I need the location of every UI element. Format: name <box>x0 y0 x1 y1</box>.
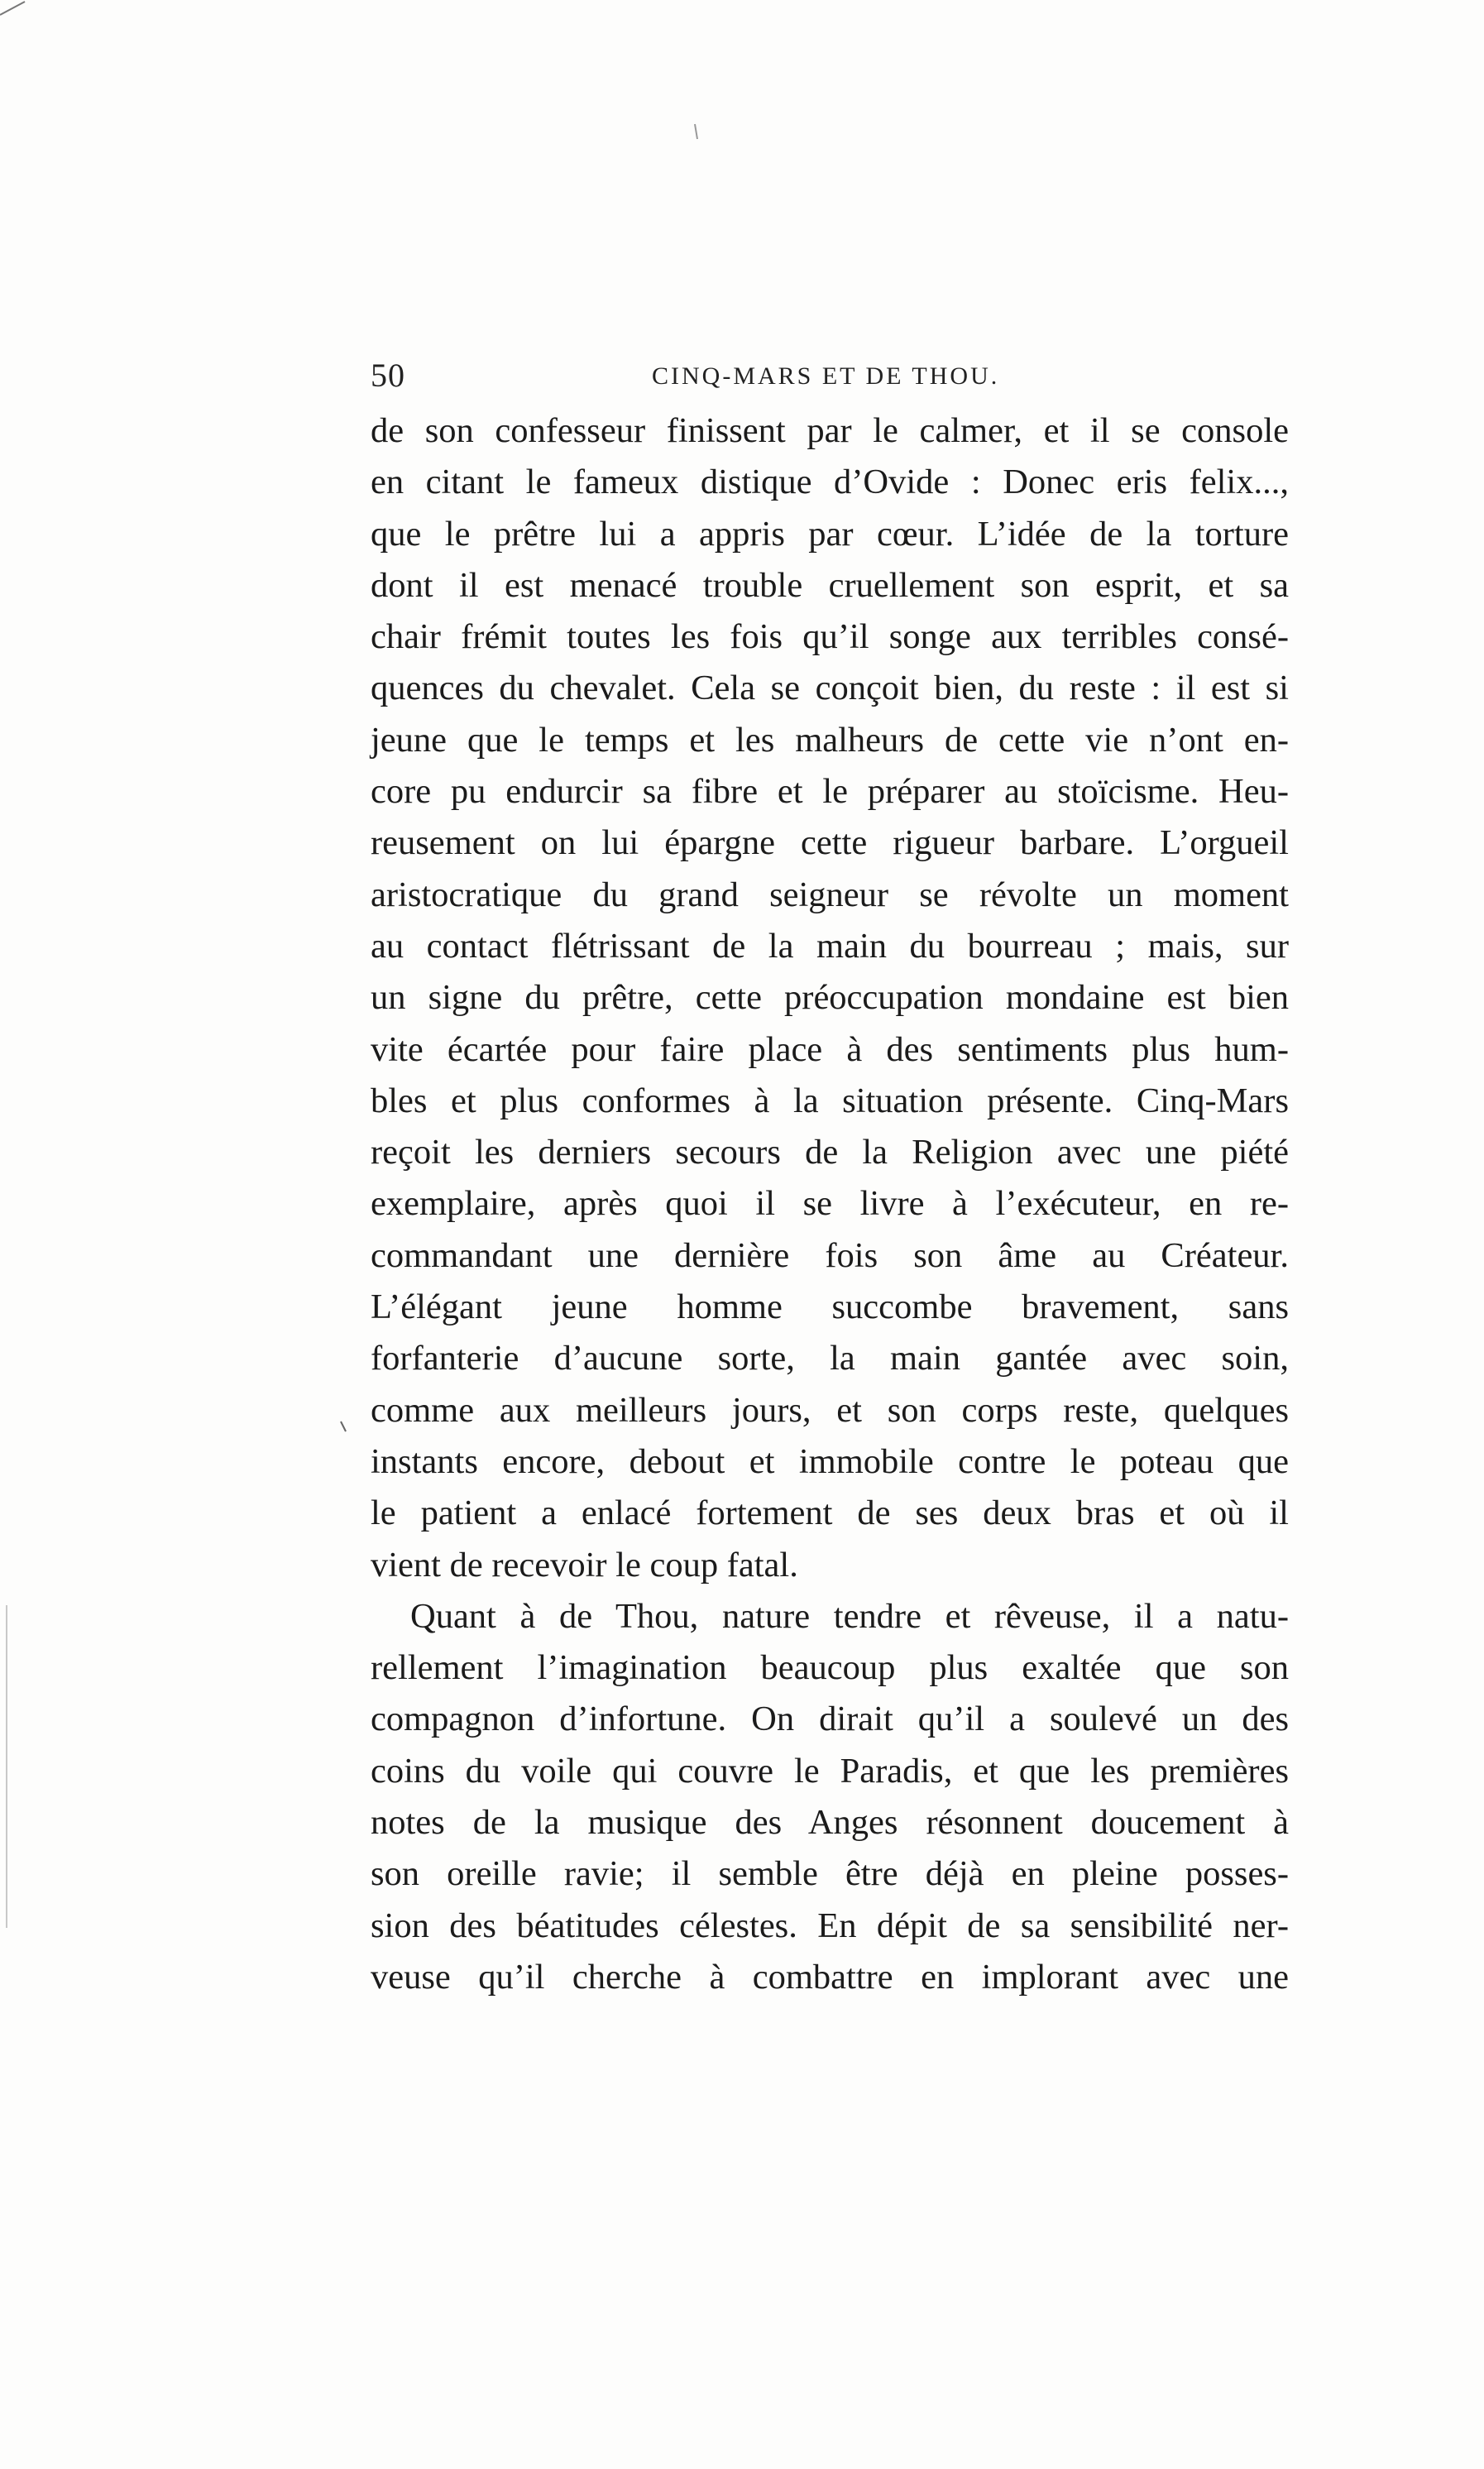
text-line: core pu endurcir sa fibre et le préparer au stoïcisme. Heu- <box>371 772 1289 812</box>
text-line: quences du chevalet. Cela se conçoit bien, du reste : il est si <box>371 669 1289 708</box>
text-line: que le prêtre lui a appris par cœur. L’idée de la torture <box>371 514 1289 554</box>
text-line: commandant une dernière fois son âme au Créateur. <box>371 1235 1289 1275</box>
page-number: 50 <box>371 357 405 394</box>
text-line: reçoit les derniers secours de la Religion avec une piété <box>371 1133 1289 1172</box>
text-line: vite écartée pour faire place à des sentiments plus hum- <box>371 1029 1289 1069</box>
text-line: bles et plus conformes à la situation présente. Cinq-Mars <box>371 1081 1289 1120</box>
text-line: le patient a enlacé fortement de ses deux bras et où il <box>371 1493 1289 1533</box>
paragraph-2 <box>371 1591 1289 2003</box>
text-line: aristocratique du grand seigneur se révolte un moment <box>371 875 1289 914</box>
text-line: un signe du prêtre, cette préoccupation mondaine est bien <box>371 978 1289 1018</box>
text-line: rellement l’imagination beaucoup plus exaltée que son <box>371 1648 1289 1688</box>
text-line: forfanterie d’aucune sorte, la main gantée avec soin, <box>371 1339 1289 1378</box>
text-line: comme aux meilleurs jours, et son corps reste, quelques <box>371 1390 1289 1430</box>
text-line: reusement on lui épargne cette rigueur barbare. L’orgueil <box>371 823 1289 863</box>
text-line: Quant à de Thou, nature tendre et rêveuse, il a natu- <box>410 1596 1289 1636</box>
text-line: de son confesseur finissent par le calmer, et il se console <box>371 411 1289 450</box>
body-text <box>371 405 1289 2003</box>
specks-mark <box>695 124 697 139</box>
running-head <box>371 356 1289 405</box>
running-title: CINQ-MARS ET DE THOU. <box>652 362 1000 390</box>
text-line: instants encore, debout et immobile contre le poteau que <box>371 1441 1289 1481</box>
text-line: notes de la musique des Anges résonnent doucement à <box>371 1803 1289 1843</box>
text-line: en citant le fameux distique d’Ovide : Donec eris felix..., <box>371 463 1289 502</box>
text-line: dont il est menacé trouble cruellement son esprit, et sa <box>371 565 1289 605</box>
text-line: sion des béatitudes célestes. En dépit de sa sensibilité ner- <box>371 1906 1289 1945</box>
text-line: jeune que le temps et les malheurs de cette vie n’ont en- <box>371 720 1289 760</box>
text-line: compagnon d’infortune. On dirait qu’il a soulevé un des <box>371 1700 1289 1739</box>
text-line: coins du voile qui couvre le Paradis, et que les premières <box>371 1751 1289 1791</box>
text-line: L’élégant jeune homme succombe bravement, sans <box>371 1287 1289 1327</box>
stray-tick-mark <box>341 1421 346 1431</box>
text-line: son oreille ravie; il semble être déjà en pleine posses- <box>371 1854 1289 1894</box>
text-line: vient de recevoir le coup fatal. <box>371 1545 798 1584</box>
text-line: chair frémit toutes les fois qu’il songe aux terribles consé- <box>371 617 1289 657</box>
paragraph-1 <box>371 405 1289 1591</box>
text-line: exemplaire, après quoi il se livre à l’exécuteur, en re- <box>371 1184 1289 1224</box>
text-line: veuse qu’il cherche à combattre en implorant avec une <box>371 1957 1289 1997</box>
corner-scan-mark <box>0 2 25 15</box>
text-line: au contact flétrissant de la main du bourreau ; mais, sur <box>371 926 1289 966</box>
